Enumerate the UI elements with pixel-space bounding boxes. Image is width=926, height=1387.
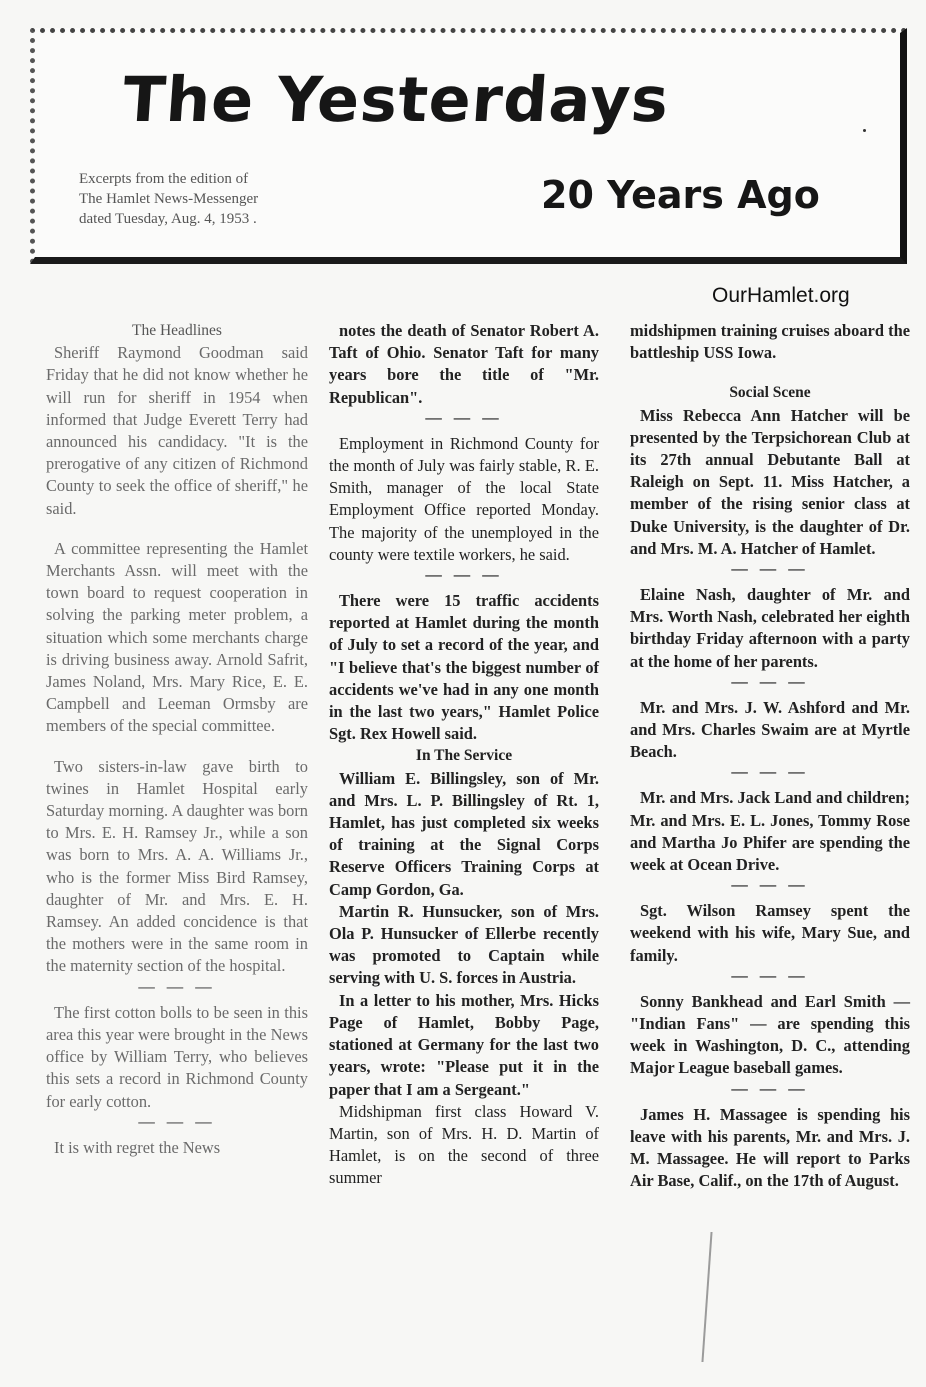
separator-dashes: — — — bbox=[731, 559, 809, 579]
section-heading: The Headlines bbox=[132, 322, 222, 339]
article-paragraph: William E. Billingsley, son of Mr. and Mrs. L. P. Billingsley of Rt. 1, Hamlet, has just completed six weeks of training at the Signal Corps Reserve Officers Training Corps at Camp Gordon, Ga. bbox=[329, 768, 599, 899]
section-heading: In The Service bbox=[415, 747, 513, 765]
column-headlines bbox=[46, 320, 308, 1159]
article-paragraph: In a letter to his mother, Mrs. Hicks Page of Hamlet, Bobby Page, stationed at Germany for the last two years, wrote: "Please put it in the paper that I am a Sergeant." bbox=[329, 990, 599, 1099]
article-paragraph: Sgt. Wilson Ramsey spent the weekend with his wife, Mary Sue, and family. bbox=[630, 901, 910, 965]
separator-dashes: — — — bbox=[138, 1111, 216, 1131]
separator-dashes: — — — bbox=[731, 875, 809, 895]
separator-dashes: — — — bbox=[425, 565, 503, 585]
subtitle-line: Excerpts from the edition of bbox=[79, 171, 249, 187]
separator-dashes: — — — bbox=[731, 965, 809, 985]
article-paragraph: James H. Massagee is spending his leave with his parents, Mr. and Mrs. J. M. Massagee. He will report to Parks Air Base, Calif., on the 17th of August. bbox=[630, 1104, 910, 1191]
article-paragraph: notes the death of Senator Robert A. Taft of Ohio. Senator Taft for many years bore the title of "Mr. Republican". bbox=[329, 321, 599, 407]
article-paragraph: Miss Rebecca Ann Hatcher will be presented by the Terpsichorean Club at its 27th annual Debutante Ball at Raleigh on Sept. 11. Miss Hatcher, a member of the rising senior class at Duke University, is the daughter of Dr. and Mrs. M. A. Hatcher of Hamlet. bbox=[630, 405, 910, 558]
article-paragraph: midshipmen training cruises aboard the battleship USS Iowa. bbox=[630, 321, 910, 363]
article-paragraph: There were 15 traffic accidents reported at Hamlet during the month of July to set a record of the year, and "I believe that's the biggest number of accidents we've had in any one month in the last two years," Hamlet Police Sgt. Rex Howell said. bbox=[329, 591, 599, 744]
article-paragraph: Martin R. Hunsucker, son of Mrs. Ola P. Hunsucker of Ellerbe recently was promoted to Captain while serving with U. S. forces in Austria. bbox=[329, 901, 599, 988]
site-watermark: OurHamlet.org bbox=[712, 284, 850, 307]
article-paragraph: Two sisters-in-law gave birth to twines in Hamlet Hospital early Saturday morning. A daughter was born to Mrs. E. H. Ramsey Jr., while a son was born to Mrs. A. A. Williams Jr., who is the former Miss Bird Ramsey, daughter of Mr. and Mrs. E. H. Ramsey. An added concidence is that the mothers were in the same room in the maternity section of the hospital. bbox=[46, 756, 308, 976]
section-heading: Social Scene bbox=[729, 384, 811, 402]
separator-dashes: — — — bbox=[731, 1078, 809, 1098]
article-paragraph: Sheriff Raymond Goodman said Friday that he did not know whether he will run for sheriff in 1954 when informed that Judge Everett Terry had announced his candidacy. "It is the prerogative of any citizen of Richmond County to seek the office of sheriff," he said. bbox=[46, 343, 308, 518]
spacer bbox=[630, 364, 910, 382]
spacer bbox=[46, 520, 308, 538]
article-paragraph: Sonny Bankhead and Earl Smith — "Indian Fans" — are spending this week in Washington, D. C., attending Major League baseball games. bbox=[630, 991, 910, 1078]
masthead-subtitle bbox=[79, 169, 379, 229]
article-paragraph: Mr. and Mrs. Jack Land and children; Mr. and Mrs. E. L. Jones, Tommy Rose and Martha Jo Phifer are spending the week at Ocean Drive. bbox=[630, 788, 910, 875]
article-paragraph: A committee representing the Hamlet Merchants Assn. will meet with the town board to request cooperation in solving the parking meter problem, a situation which some merchants charge is driving business away. Arnold Safrit, James Noland, Mrs. Mary Rice, E. E. Campbell and Leeman Ormsby are members of the special committee. bbox=[46, 538, 308, 736]
separator-dashes: — — — bbox=[425, 407, 503, 427]
masthead-box bbox=[30, 28, 907, 264]
subtitle-line: The Hamlet News-Messenger bbox=[79, 191, 259, 207]
spacer bbox=[46, 738, 308, 756]
print-speck bbox=[863, 129, 866, 132]
article-paragraph: Employment in Richmond County for the month of July was fairly stable, R. E. Smith, manager of the local State Employment Office reported Monday. The majority of the unemployed in the county were textile workers, he said. bbox=[329, 433, 599, 564]
column-middle bbox=[329, 320, 599, 1190]
article-paragraph: Mr. and Mrs. J. W. Ashford and Mr. and Mrs. Charles Swaim are at Myrtle Beach. bbox=[630, 697, 910, 762]
article-paragraph: Elaine Nash, daughter of Mr. and Mrs. Worth Nash, celebrated her eighth birthday Friday afternoon with a party at the home of her parents. bbox=[630, 585, 910, 671]
separator-dashes: — — — bbox=[138, 976, 216, 996]
subtitle-line: dated Tuesday, Aug. 4, 1953 . bbox=[79, 211, 257, 227]
paper-crease-mark bbox=[701, 1232, 716, 1362]
article-paragraph: Midshipman first class Howard V. Martin, son of Mrs. H. D. Martin of Hamlet, is on the second of three summer bbox=[329, 1101, 599, 1188]
separator-dashes: — — — bbox=[731, 762, 809, 782]
separator-dashes: — — — bbox=[731, 671, 809, 691]
article-paragraph: It is with regret the News bbox=[54, 1137, 221, 1157]
column-right bbox=[630, 320, 910, 1193]
years-ago-label: 20 Years Ago bbox=[541, 173, 820, 217]
masthead-title: The Yesterdays bbox=[120, 63, 672, 136]
article-paragraph: The first cotton bolls to be seen in this area this year were brought in the News office by William Terry, who believes this sets a record in Richmond County for early cotton. bbox=[46, 1002, 308, 1111]
